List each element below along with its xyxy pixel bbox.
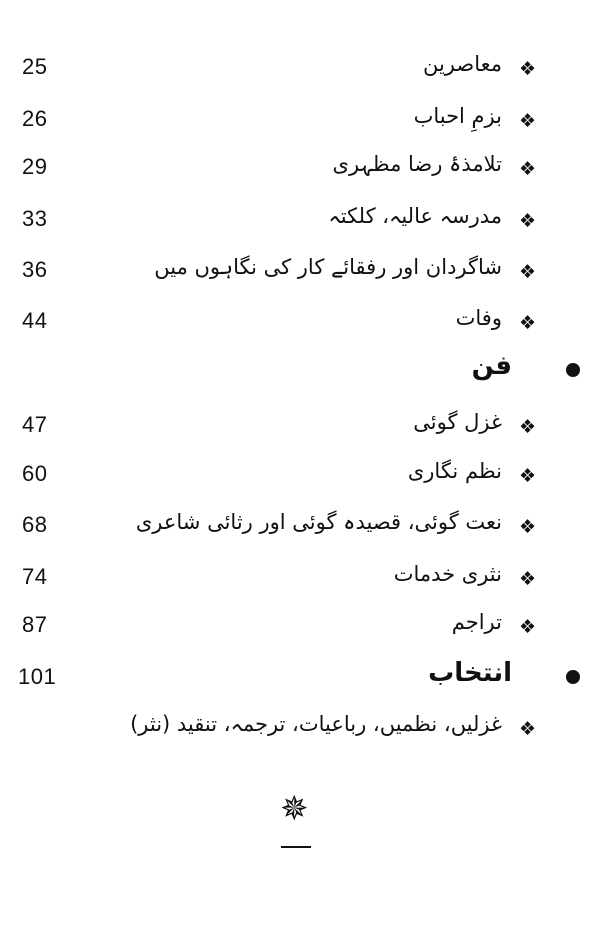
diamond-bullet-icon: ❖ bbox=[518, 110, 536, 132]
diamond-bullet-icon: ❖ bbox=[518, 261, 536, 283]
page-number: 47 bbox=[22, 412, 48, 437]
entry-title: بزمِ احباب bbox=[413, 104, 502, 128]
diamond-bullet-icon: ❖ bbox=[518, 158, 536, 180]
page-number: 101 bbox=[18, 664, 57, 689]
entry-title: معاصرین bbox=[422, 52, 502, 76]
toc-section-selection bbox=[0, 660, 600, 700]
toc-entry-ghazal bbox=[0, 408, 600, 448]
entry-title: نظم نگاری bbox=[407, 459, 502, 483]
entry-title: تلامذۂ رضا مظہری bbox=[332, 152, 502, 176]
diamond-bullet-icon: ❖ bbox=[518, 210, 536, 232]
toc-entry-friends-circle bbox=[0, 102, 600, 142]
entry-title: غزلیں، نظمیں، رباعیات، ترجمہ، تنقید (نثر) bbox=[130, 712, 502, 736]
entry-title: تراجم bbox=[451, 610, 502, 634]
toc-entry-death bbox=[0, 304, 600, 344]
toc-entry-contemporaries bbox=[0, 50, 600, 90]
entry-title: وفات bbox=[455, 306, 502, 330]
toc-section-art bbox=[0, 353, 600, 393]
diamond-bullet-icon: ❖ bbox=[518, 416, 536, 438]
toc-entry-madrasa bbox=[0, 202, 600, 242]
section-title: انتخاب bbox=[428, 658, 512, 688]
page-number: 29 bbox=[22, 154, 48, 179]
page-number: 36 bbox=[22, 257, 48, 282]
page-number: 25 bbox=[22, 54, 48, 79]
diamond-bullet-icon: ❖ bbox=[518, 312, 536, 334]
toc-entry-translations bbox=[0, 608, 600, 648]
page-number: 74 bbox=[22, 564, 48, 589]
entry-title: شاگردان اور رفقائے کار کی نگاہوں میں bbox=[154, 255, 502, 279]
diamond-bullet-icon: ❖ bbox=[518, 58, 536, 80]
diamond-bullet-icon: ❖ bbox=[518, 718, 536, 740]
divider bbox=[281, 846, 311, 848]
page-number: 60 bbox=[22, 461, 48, 486]
page-number: 68 bbox=[22, 512, 48, 537]
toc-entry-colleagues bbox=[0, 253, 600, 293]
toc-entry-prose bbox=[0, 560, 600, 600]
eight-point-star-icon: ✵ bbox=[280, 789, 309, 829]
diamond-bullet-icon: ❖ bbox=[518, 616, 536, 638]
section-title: فن bbox=[471, 351, 512, 381]
page-number: 44 bbox=[22, 308, 48, 333]
diamond-bullet-icon: ❖ bbox=[518, 465, 536, 487]
toc-entry-nazm bbox=[0, 457, 600, 497]
diamond-bullet-icon: ❖ bbox=[518, 568, 536, 590]
entry-title: نعت گوئی، قصیدہ گوئی اور رثائی شاعری bbox=[135, 510, 502, 534]
entry-title: نثری خدمات bbox=[393, 562, 502, 586]
toc-entry-selection-contents bbox=[0, 710, 600, 750]
toc-entry-students bbox=[0, 150, 600, 190]
section-dot-icon bbox=[566, 363, 580, 377]
section-dot-icon bbox=[566, 670, 580, 684]
entry-title: مدرسہ عالیہ، کلکتہ bbox=[328, 204, 502, 228]
page-number: 87 bbox=[22, 612, 48, 637]
diamond-bullet-icon: ❖ bbox=[518, 516, 536, 538]
page-number: 33 bbox=[22, 206, 48, 231]
entry-title: غزل گوئی bbox=[413, 410, 502, 434]
page-number: 26 bbox=[22, 106, 48, 131]
toc-entry-naat bbox=[0, 508, 600, 548]
